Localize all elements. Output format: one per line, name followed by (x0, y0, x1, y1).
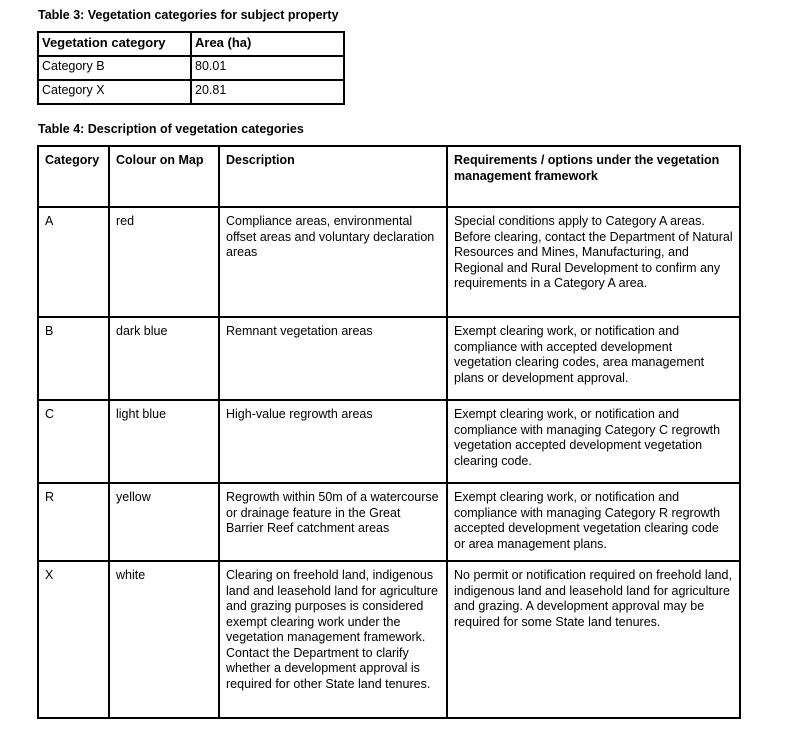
cell-description: Remnant vegetation areas (219, 317, 447, 400)
header-area: Area (ha) (191, 32, 344, 56)
cell-area: 20.81 (191, 80, 344, 104)
table4-caption: Table 4: Description of vegetation categories (38, 122, 304, 136)
cell-description: High-value regrowth areas (219, 400, 447, 483)
header-colour-on-map: Colour on Map (109, 146, 219, 207)
cell-category: X (38, 561, 109, 718)
table-header-row (38, 32, 344, 56)
table-row (38, 561, 740, 718)
cell-requirements: Exempt clearing work, or notification and compliance with managing Category R regrowth accepted development vegetation clearing code or area management plans. (447, 483, 740, 561)
header-requirements: Requirements / options under the vegetation management framework (447, 146, 740, 207)
cell-description: Compliance areas, environmental offset areas and voluntary declaration areas (219, 207, 447, 317)
vegetation-area-table (37, 31, 345, 105)
header-category: Category (38, 146, 109, 207)
cell-description: Clearing on freehold land, indigenous land and leasehold land for agriculture and grazing purposes is considered exempt clearing work under the vegetation management framework. Contact the Department to clarify whether a development approval is required for other State land tenures. (219, 561, 447, 718)
cell-requirements: Special conditions apply to Category A areas. Before clearing, contact the Department of Natural Resources and Mines, Manufacturing, and Regional and Rural Development to confirm any requirements in a Category A area. (447, 207, 740, 317)
cell-category: Category X (38, 80, 191, 104)
table3-caption: Table 3: Vegetation categories for subject property (38, 8, 339, 22)
table-row (38, 207, 740, 317)
cell-category: R (38, 483, 109, 561)
header-description: Description (219, 146, 447, 207)
cell-area: 80.01 (191, 56, 344, 80)
cell-colour: red (109, 207, 219, 317)
table-row (38, 80, 344, 104)
cell-description: Regrowth within 50m of a watercourse or drainage feature in the Great Barrier Reef catchment areas (219, 483, 447, 561)
cell-category: A (38, 207, 109, 317)
cell-requirements: No permit or notification required on freehold land, indigenous land and leasehold land for agriculture and grazing. A development approval may be required for some State land tenures. (447, 561, 740, 718)
table-row (38, 56, 344, 80)
cell-colour: yellow (109, 483, 219, 561)
table-header-row (38, 146, 740, 207)
cell-requirements: Exempt clearing work, or notification and compliance with managing Category C regrowth vegetation accepted development vegetation clearing code. (447, 400, 740, 483)
cell-colour: white (109, 561, 219, 718)
vegetation-category-description-table (37, 145, 741, 719)
table-row (38, 483, 740, 561)
cell-category: Category B (38, 56, 191, 80)
table-row (38, 317, 740, 400)
header-vegetation-category: Vegetation category (38, 32, 191, 56)
cell-requirements: Exempt clearing work, or notification and compliance with accepted development vegetation clearing codes, area management plans or development approval. (447, 317, 740, 400)
cell-colour: light blue (109, 400, 219, 483)
cell-category: B (38, 317, 109, 400)
cell-colour: dark blue (109, 317, 219, 400)
table-row (38, 400, 740, 483)
cell-category: C (38, 400, 109, 483)
